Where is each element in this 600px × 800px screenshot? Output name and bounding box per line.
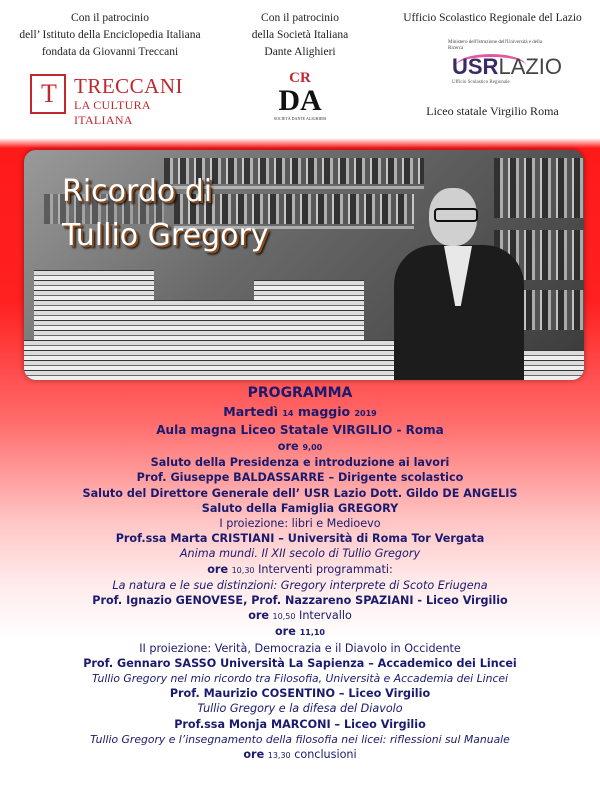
event-title <box>62 170 269 258</box>
program-heading: PROGRAMMA <box>247 385 353 401</box>
program-time-row <box>0 608 600 624</box>
program-line: Saluto del Direttore Generale dell’ USR Lazio Dott. Gildo DE ANGELIS <box>82 486 518 500</box>
usr-wordmark-a: USR <box>452 54 499 79</box>
header-middle-line: della Società Italiana <box>251 29 349 41</box>
usr-lazio-logo <box>448 40 563 96</box>
date-day: Martedì <box>223 404 278 419</box>
usr-subtitle: Ufficio Scolastico Regionale <box>452 80 510 85</box>
time-label: ore <box>207 562 229 576</box>
glasses-icon <box>434 208 478 222</box>
treccani-name: TRECCANI <box>74 74 183 98</box>
bookshelf-books <box>494 158 584 218</box>
program-line: Tullio Gregory e la difesa del Diavolo <box>197 702 403 716</box>
header-middle-line: Con il patrocinio <box>261 12 339 24</box>
program-line: Saluto della Famiglia GREGORY <box>201 501 399 515</box>
date-year: 2019 <box>354 409 377 418</box>
header-left-line: dell’ Istituto della Enciclopedia Italiana <box>19 29 201 41</box>
header-right-office <box>390 10 595 27</box>
time-value: 9,00 <box>302 443 323 452</box>
event-title-line2: Tullio Gregory <box>62 218 269 253</box>
program-line: I proiezione: libri e Medioevo <box>219 517 381 531</box>
time-label: ore <box>274 625 296 639</box>
dante-mark: CR <box>289 70 311 86</box>
time-label: ore <box>243 748 265 762</box>
header-left-patronage <box>10 10 210 61</box>
program-line: Prof. Ignazio GENOVESE, Prof. Nazzareno SPAZIANI - Liceo Virgilio <box>92 594 508 608</box>
treccani-logo <box>30 74 205 127</box>
program-date <box>0 403 600 422</box>
usr-wordmark <box>452 56 562 78</box>
program-venue: Aula magna Liceo Statale VIRGILIO - Roma <box>156 423 444 437</box>
program-line: Prof. Gennaro SASSO Università La Sapienza – Accademico dei Lincei <box>83 656 517 670</box>
usr-wordmark-b: LAZIO <box>498 54 563 79</box>
program-line: Prof. Giuseppe BALDASSARRE – Dirigente scolastico <box>136 471 464 485</box>
treccani-mark-icon <box>30 74 66 114</box>
dante-subtitle: SOCIETÀ DANTE ALIGHIERI <box>273 116 327 121</box>
header-right-line: Ufficio Scolastico Regionale del Lazio <box>403 12 582 24</box>
event-title-line1: Ricordo di <box>62 174 213 209</box>
time-text: conclusioni <box>294 748 357 762</box>
usr-ministry-line: Ministero dell'Istruzione dell'Università e della Ricerca <box>448 40 542 51</box>
date-num: 14 <box>282 409 294 418</box>
program-line: Prof.ssa Marta CRISTIANI – Università di Roma Tor Vergata <box>115 532 485 546</box>
treccani-tagline: LA CULTURA ITALIANA <box>74 98 151 127</box>
book-stack <box>254 280 364 340</box>
time-label: ore <box>277 440 299 453</box>
header-middle-line: Dante Alighieri <box>264 46 336 58</box>
program-line: II proiezione: Verità, Democrazia e il Diavolo in Occidente <box>139 641 461 655</box>
time-text: Interventi programmati: <box>258 562 393 576</box>
time-value: 13,30 <box>267 751 291 761</box>
dante-letters: DA <box>278 84 322 117</box>
program-time-row <box>0 439 600 455</box>
header-left-line: Con il patrocinio <box>71 12 149 24</box>
program-line: Prof.ssa Monja MARCONI – Liceo Virgilio <box>174 717 426 731</box>
header-middle-patronage <box>210 10 390 61</box>
program-line: Tullio Gregory e l’insegnamento della filosofia nei licei: riflessioni sul Manuale <box>90 732 510 746</box>
time-value: 11,10 <box>299 628 325 638</box>
book-stack <box>34 270 154 340</box>
program-line: Saluto della Presidenza e introduzione ai lavori <box>150 456 450 470</box>
time-label: ore <box>248 609 269 623</box>
time-value: 10,30 <box>231 565 255 575</box>
program-time-row <box>0 747 600 763</box>
treccani-mark-letter: T <box>41 79 57 108</box>
program-time-row <box>0 624 600 640</box>
liceo-label: Liceo statale Virgilio Roma <box>426 104 559 118</box>
program-line: Tullio Gregory nel mio ricordo tra Filosofia, Università e Accademia dei Lincei <box>91 672 509 686</box>
time-value: 10,50 <box>272 612 296 622</box>
book-stack <box>24 340 404 380</box>
program-time-row <box>0 562 600 578</box>
program-section <box>0 384 600 763</box>
time-text: Intervallo <box>299 609 352 623</box>
program-line: Anima mundi. Il XII secolo di Tullio Gregory <box>179 547 421 561</box>
program-line: La natura e le sue distinzioni: Gregory interprete di Scoto Eriugena <box>112 578 488 592</box>
date-month: maggio <box>297 404 351 419</box>
program-line: Prof. Maurizio COSENTINO – Liceo Virgilio <box>169 687 431 701</box>
dante-alighieri-logo <box>268 70 332 126</box>
header-left-line: fondata da Giovanni Treccani <box>41 46 179 58</box>
